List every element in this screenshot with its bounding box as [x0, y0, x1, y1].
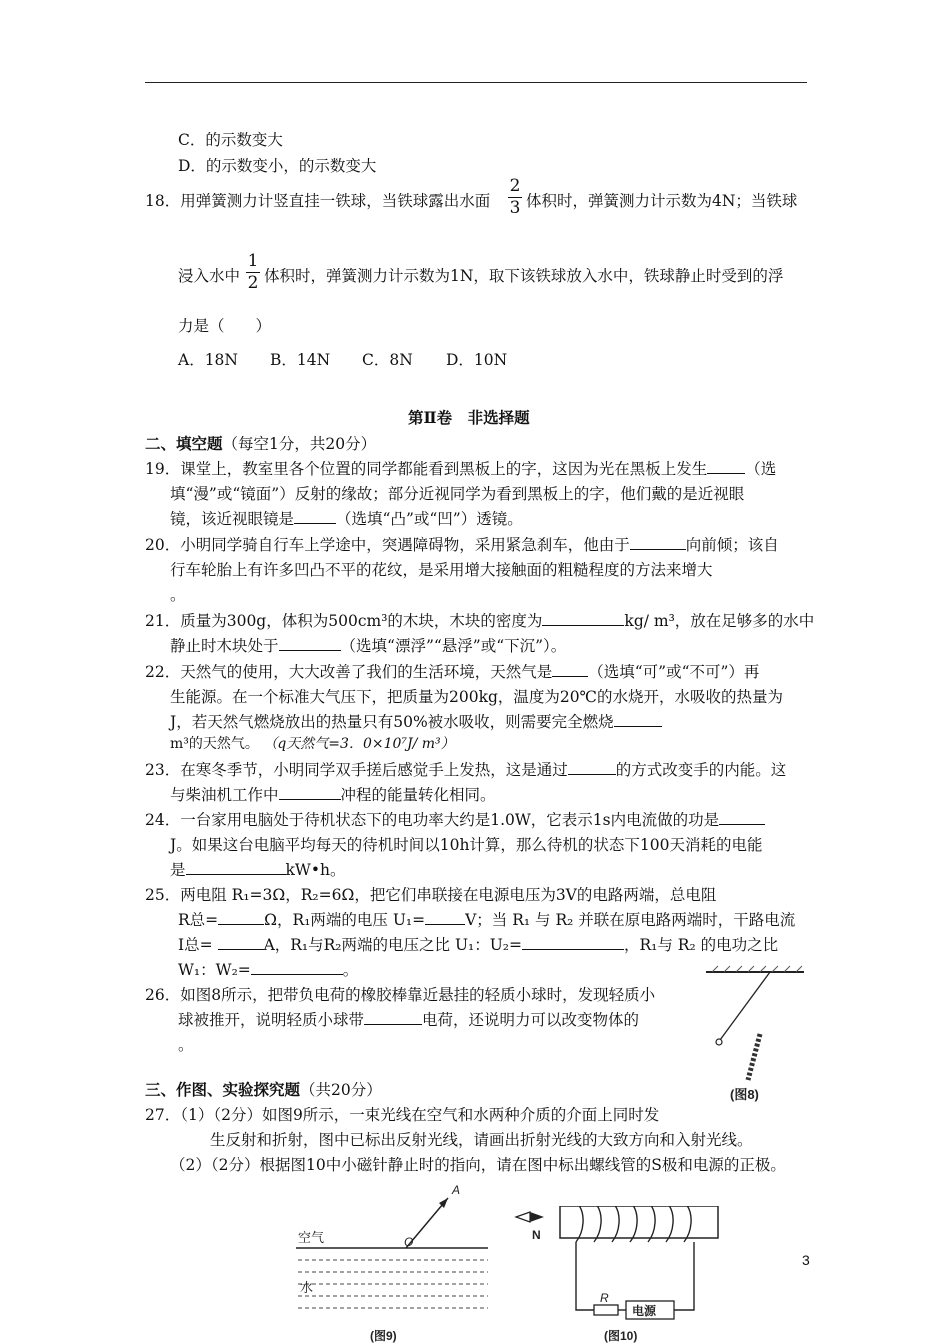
- q19-line2: 填“漫”或“镜面”）反射的缘故；部分近视同学为看到黑板上的字，他们戴的是近视眼: [170, 485, 745, 503]
- q26-line3: 。: [178, 1036, 194, 1054]
- q20-line1: 20．小明同学骑自行车上学途中，突遇障碍物，采用紧急刹车，他由于 向前倾；该自: [145, 536, 779, 554]
- q17-option-d: D．的示数变小，的示数变大: [178, 157, 377, 175]
- figure-8-caption: (图8): [730, 1087, 759, 1102]
- q25-blank-rtotal[interactable]: [218, 910, 264, 925]
- q20-blank1[interactable]: [630, 535, 686, 550]
- q22-line3: J，若天然气燃烧放出的热量只有50%被水吸收，则需要完全燃烧: [170, 710, 662, 732]
- q23-line1: 23．在寒冬季节，小明同学双手搓后感觉手上发热，这是通过 的方式改变手的内能。这: [145, 761, 787, 779]
- q18-option-c: C．8N: [362, 351, 413, 369]
- wire-left: [576, 1242, 594, 1310]
- q19-line3: 镜，该近视眼镜是 （选填“凸”或“凹”）透镜。: [170, 510, 523, 528]
- q24-line2: J。如果这台电脑平均每天的待机时间以10h计算，那么待机的状态下100天消耗的电能: [170, 836, 763, 854]
- q27-line3: （2）（2分）根据图10中小磁针静止时的指向，请在图中标出螺线管的S极和电源的正极。: [170, 1156, 786, 1174]
- q24-line3: 是 kW•h。: [170, 861, 346, 879]
- q20-line2: 行车轮胎上有许多凹凸不平的花纹，是采用增大接触面的粗糙程度的方法来增大: [170, 561, 713, 579]
- q21-blank2[interactable]: [279, 636, 341, 651]
- q18-line2b: 体积时，弹簧测力计示数为1N，取下该铁球放入水中，铁球静止时受到的浮: [264, 267, 784, 285]
- q24-blank1[interactable]: [719, 810, 765, 825]
- compass-needle-south: [516, 1212, 530, 1222]
- light-ball: [716, 1039, 722, 1045]
- water-label: 水: [300, 1280, 314, 1295]
- section2-title: 第Ⅱ卷 非选择题: [408, 408, 530, 427]
- q24-blank2[interactable]: [186, 860, 286, 875]
- q24-line1: 24．一台家用电脑处于待机状态下的电功率大约是1.0W，它表示1s内电流做的功是: [145, 808, 765, 830]
- q25-blank-u1[interactable]: [425, 910, 465, 925]
- q18-option-d: D．10N: [446, 351, 508, 369]
- q21-line2: 静止时木块处于 （选填“漂浮”“悬浮”或“下沉”）。: [170, 637, 567, 655]
- q25-line2: R总= Ω，R₁两端的电压 U₁= V；当 R₁ 与 R₂ 并联在原电路两端时，干路电流: [178, 911, 796, 929]
- q25-line1: 25．两电阻 R₁=3Ω，R₂=6Ω，把它们串联接在电源电压为3V的电路两端，总电阻: [145, 886, 717, 904]
- page-number: 3: [802, 1252, 810, 1268]
- q25-line4: W₁：W₂= 。: [178, 961, 359, 979]
- pendulum-string: [720, 972, 770, 1040]
- point-o-label: O: [404, 1235, 414, 1249]
- power-source-label: 电源: [632, 1304, 657, 1318]
- q17-option-c: C．的示数变大: [178, 131, 283, 149]
- compass-n-label: N: [532, 1228, 541, 1242]
- q18-line1a: 18．用弹簧测力计竖直挂一铁球，当铁球露出水面: [145, 192, 491, 210]
- part2-heading: 二、填空题（每空1分，共20分）: [145, 434, 377, 453]
- q20-line3: 。: [170, 586, 186, 604]
- q19-line1: 19．课堂上，教室里各个位置的同学都能看到黑板上的字，这因为光在黑板上发生 （选: [145, 460, 777, 478]
- rubber-rod: [748, 1034, 760, 1080]
- q25-blank-ratio[interactable]: [522, 935, 624, 950]
- q22-line4: m³的天然气。 （q天然气=3．0×10⁷J/ m³）: [170, 736, 455, 752]
- compass-needle-north: [530, 1212, 544, 1222]
- figure-10: [508, 1206, 728, 1344]
- figure-9-caption: (图9): [370, 1329, 397, 1343]
- figure-10-caption: (图10): [604, 1329, 638, 1343]
- q27-line1: 27．（1）（2分）如图9所示，一束光线在空气和水两种介质的介面上同时发: [145, 1106, 660, 1124]
- q25-line3: I总= A，R₁与R₂两端的电压之比 U₁：U₂= ，R₁与 R₂ 的电功之比: [178, 936, 779, 954]
- solenoid-coil: [576, 1206, 691, 1242]
- figure-9: [288, 1180, 493, 1344]
- q22-blank2[interactable]: [614, 712, 662, 727]
- q18-line3: 力是（ ）: [178, 317, 272, 335]
- q27-line2: 生反射和折射，图中已标出反射光线，请画出折射光线的大致方向和入射光线。: [210, 1131, 753, 1149]
- water-hatching: [298, 1260, 488, 1308]
- point-a-label: A: [452, 1183, 461, 1197]
- q22-line2: 生能源。在一个标准大气压下，把质量为200kg，温度为20℃的水烧开，水吸收的热量为: [170, 688, 783, 706]
- wire-right: [674, 1242, 694, 1310]
- q18-line1b: 体积时，弹簧测力计示数为4N；当铁球: [526, 192, 798, 210]
- q26-blank1[interactable]: [364, 1010, 422, 1025]
- q19-blank1[interactable]: [707, 459, 745, 474]
- q18-option-a: A．18N: [178, 351, 238, 369]
- q26-line2: 球被推开，说明轻质小球带 电荷，还说明力可以改变物体的: [178, 1011, 640, 1029]
- figure-8: [700, 962, 810, 1112]
- q19-blank2[interactable]: [294, 509, 336, 524]
- q18-option-b: B．14N: [270, 351, 331, 369]
- q18-fraction-2-3: 2 3: [509, 176, 521, 218]
- q18-fraction-1-2: 1 2: [247, 251, 259, 293]
- resistor-r: [594, 1305, 618, 1315]
- q23-blank1[interactable]: [568, 760, 616, 775]
- q23-blank2[interactable]: [279, 785, 341, 800]
- part3-heading: 三、作图、实验探究题（共20分）: [145, 1080, 382, 1099]
- q25-blank-itotal[interactable]: [218, 935, 264, 950]
- q22-blank1[interactable]: [552, 662, 588, 677]
- header-rule: [145, 82, 807, 83]
- air-label: 空气: [298, 1230, 325, 1245]
- q21-line1: 21．质量为300g，体积为500cm³的木块，木块的密度为 kg/ m³，放在足够多的水中: [145, 612, 815, 630]
- resistor-label: R: [600, 1291, 609, 1305]
- q22-line1: 22．天然气的使用，大大改善了我们的生活环境，天然气是 （选填“可”或“不可”）再: [145, 663, 760, 681]
- q23-line2: 与柴油机工作中 冲程的能量转化相同。: [170, 786, 496, 804]
- q18-line2a: 浸入水中: [178, 267, 241, 285]
- q26-line1: 26．如图8所示，把带负电荷的橡胶棒靠近悬挂的轻质小球时，发现轻质小: [145, 986, 656, 1004]
- q25-blank-work[interactable]: [251, 960, 343, 975]
- q21-blank1[interactable]: [542, 611, 624, 626]
